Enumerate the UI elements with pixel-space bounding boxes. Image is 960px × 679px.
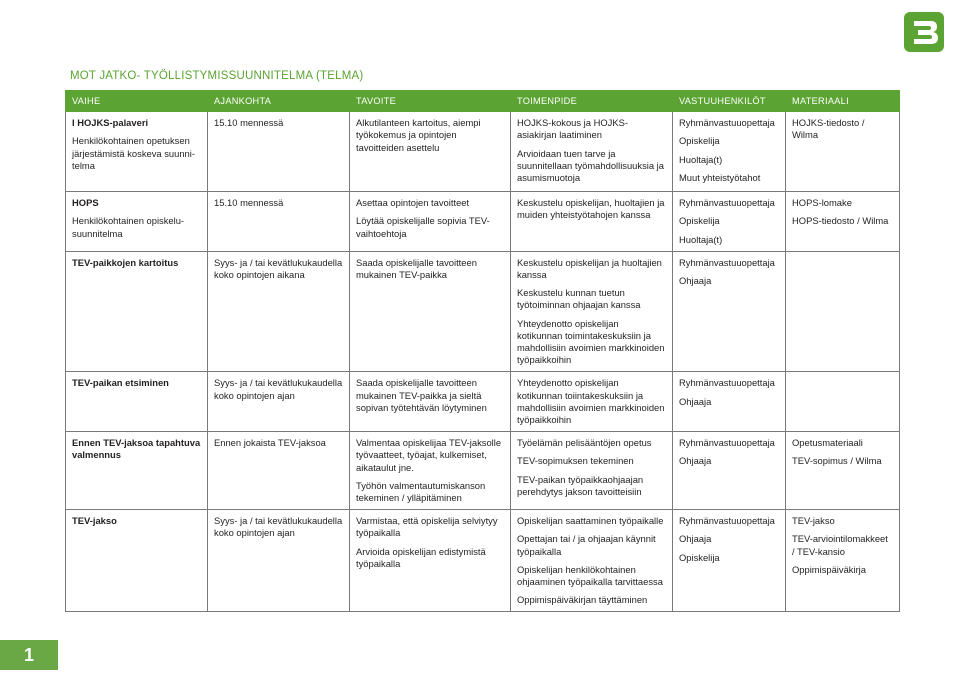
column-header: VASTUUHENKILÖT	[673, 91, 786, 112]
action-cell	[511, 192, 673, 252]
cell-text: Opiskelija	[679, 135, 720, 147]
cell-text: TEV-jakso	[792, 515, 835, 527]
cell-text: Arvioida opiskelijan edistymistä työpaikalla	[356, 545, 486, 569]
brand-logo-icon	[904, 12, 944, 52]
time-cell	[208, 432, 350, 510]
responsible-cell	[673, 192, 786, 252]
time-cell	[208, 112, 350, 192]
table-row	[66, 112, 900, 192]
cell-text: Työhön valmentautumiskanson tekeminen / ylläpitäminen	[356, 479, 486, 504]
cell-text: Ohjaaja	[679, 533, 712, 545]
goal-cell	[350, 432, 511, 510]
cell-text: HOPS-lomake	[792, 197, 852, 209]
responsible-cell	[673, 432, 786, 510]
time-cell	[208, 372, 350, 432]
material-cell	[786, 251, 900, 372]
cell-text: Syys- ja / tai kevätlukukaudella koko opintojen ajan	[214, 377, 343, 401]
cell-text: TEV-arviointilomakkeet / TEV-kansio	[792, 533, 888, 557]
cell-text: Oppimispäiväkirja	[792, 563, 866, 575]
phase-cell	[66, 192, 208, 252]
cell-text: Keskustelu kunnan tuetun työtoiminnan ohjaajan kanssa	[517, 287, 641, 311]
cell-text: HOPS-tiedosto / Wilma	[792, 215, 889, 227]
responsible-cell	[673, 372, 786, 432]
column-header: VAIHE	[66, 91, 208, 112]
column-header: MATERIAALI	[786, 91, 900, 112]
cell-text: Ryhmänvastuuopettaja	[679, 437, 775, 449]
cell-text: Yhteydenotto opiskelijan kotikunnan toimintakeskuksiin ja mahdollisiin avoimien markkinoiden työpaikkoihin	[517, 317, 665, 366]
phase-cell	[66, 372, 208, 432]
cell-text: Yhteydenotto opiskelijan kotikunnan toiintakeskuksiin ja mahdollisiin avoimien markkinoiden työpaikkoihin	[517, 377, 665, 426]
cell-text: Ohjaaja	[679, 275, 712, 287]
cell-text: TEV-sopimus / Wilma	[792, 455, 882, 467]
cell-text: HOJKS-kokous ja HOJKS-asiakirjan laatiminen	[517, 117, 628, 141]
left-margin	[0, 0, 58, 679]
cell-text: Muut yhteistyötahot	[679, 171, 761, 183]
cell-text: Ryhmänvastuuopettaja	[679, 377, 775, 389]
cell-text: Saada opiskelijalle tavoitteen mukainen TEV-paikka ja sieltä sopivan työtehtävän löytyminen	[356, 377, 487, 413]
cell-text: Varmistaa, että opiskelija selviytyy työpaikalla	[356, 515, 498, 539]
action-cell	[511, 432, 673, 510]
cell-text: HOPS	[72, 197, 99, 209]
document-title: MOT JATKO- TYÖLLISTYMISSUUNNITELMA (TELMA)	[70, 70, 364, 82]
cell-text: TEV-paikkojen kartoitus	[72, 256, 179, 268]
cell-text: Löytää opiskelijalle sopivia TEV-vaihtoehtoja	[356, 215, 490, 239]
table-header-row	[66, 91, 900, 112]
cell-text: I HOJKS-palaveri	[72, 117, 149, 129]
cell-text: Ryhmänvastuuopettaja	[679, 197, 775, 209]
cell-text: Keskustelu opiskelijan, huoltajien ja muiden yhteistyötahojen kanssa	[517, 197, 665, 221]
cell-text: Oppimispäiväkirjan täyttäminen	[517, 594, 648, 606]
cell-text: Opettajan tai / ja ohjaajan käynnit työpaikalla	[517, 533, 656, 557]
cell-text: TEV-jakso	[72, 515, 117, 527]
cell-text: Huoltaja(t)	[679, 153, 723, 165]
cell-text: Opetusmateriaali	[792, 437, 863, 449]
goal-cell	[350, 372, 511, 432]
material-cell	[786, 372, 900, 432]
responsible-cell	[673, 251, 786, 372]
time-cell	[208, 510, 350, 612]
cell-text: Ohjaaja	[679, 395, 712, 407]
cell-text: Opiskelija	[679, 551, 720, 563]
cell-text: Opiskelijan saattaminen työpaikalle	[517, 515, 664, 527]
cell-text: Henkilökohtainen opetuksen järjestämistä koskeva suunni-telma	[72, 135, 195, 171]
material-cell	[786, 510, 900, 612]
action-cell	[511, 112, 673, 192]
cell-text: TEV-sopimuksen tekeminen	[517, 455, 634, 467]
cell-text: Huoltaja(t)	[679, 233, 723, 245]
cell-text: 15.10 mennessä	[214, 117, 284, 129]
material-cell	[786, 112, 900, 192]
phase-cell	[66, 432, 208, 510]
responsible-cell	[673, 112, 786, 192]
cell-text: 15.10 mennessä	[214, 197, 284, 209]
cell-text: Valmentaa opiskelijaa TEV-jaksolle työvaatteet, työajat, kulkemiset, aikataulut jne.	[356, 437, 502, 473]
action-cell	[511, 510, 673, 612]
plan-table	[65, 90, 900, 612]
cell-text: TEV-paikan etsiminen	[72, 377, 169, 389]
cell-text: Ryhmänvastuuopettaja	[679, 117, 775, 129]
goal-cell	[350, 251, 511, 372]
goal-cell	[350, 192, 511, 252]
table-row	[66, 432, 900, 510]
cell-text: Arvioidaan tuen tarve ja suunnitellaan työmahdollisuuksia ja asumismuotoja	[517, 147, 664, 184]
cell-text: Ryhmänvastuuopettaja	[679, 515, 775, 527]
cell-text: Ohjaaja	[679, 455, 712, 467]
responsible-cell	[673, 510, 786, 612]
action-cell	[511, 251, 673, 372]
phase-cell	[66, 112, 208, 192]
time-cell	[208, 192, 350, 252]
cell-text: Opiskelijan henkilökohtainen ohjaaminen työpaikalla tarvittaessa	[517, 563, 663, 588]
page-number: 1	[0, 640, 58, 670]
column-header: TOIMENPIDE	[511, 91, 673, 112]
table-row	[66, 192, 900, 252]
cell-text: Ennen jokaista TEV-jaksoa	[214, 437, 326, 449]
table-row	[66, 372, 900, 432]
cell-text: Ryhmänvastuuopettaja	[679, 256, 775, 268]
cell-text: Asettaa opintojen tavoitteet	[356, 197, 470, 209]
column-header: AJANKOHTA	[208, 91, 350, 112]
cell-text: Henkilökohtainen opiskelu-suunnitelma	[72, 215, 185, 239]
table-row	[66, 251, 900, 372]
cell-text: TEV-paikan työpaikkaohjaajan perehdytys jakson tavoitteisiin	[517, 473, 644, 497]
time-cell	[208, 251, 350, 372]
material-cell	[786, 432, 900, 510]
cell-text: Työelämän pelisääntöjen opetus	[517, 437, 652, 449]
material-cell	[786, 192, 900, 252]
goal-cell	[350, 112, 511, 192]
cell-text: Syys- ja / tai kevätlukukaudella koko opintojen ajan	[214, 515, 343, 539]
cell-text: Keskustelu opiskelijan ja huoltajien kanssa	[517, 256, 662, 281]
column-header: TAVOITE	[350, 91, 511, 112]
cell-text: Alkutilanteen kartoitus, aiempi työkokemus ja opintojen tavoitteiden asettelu	[356, 117, 481, 153]
goal-cell	[350, 510, 511, 612]
cell-text: Syys- ja / tai kevätlukukaudella koko opintojen aikana	[214, 256, 343, 281]
cell-text: HOJKS-tiedosto / Wilma	[792, 117, 865, 141]
cell-text: Opiskelija	[679, 215, 720, 227]
cell-text: Ennen TEV-jaksoa tapahtuva valmennus	[72, 437, 201, 461]
phase-cell	[66, 251, 208, 372]
table-row	[66, 510, 900, 612]
cell-text: Saada opiskelijalle tavoitteen mukainen TEV-paikka	[356, 256, 477, 281]
action-cell	[511, 372, 673, 432]
phase-cell	[66, 510, 208, 612]
